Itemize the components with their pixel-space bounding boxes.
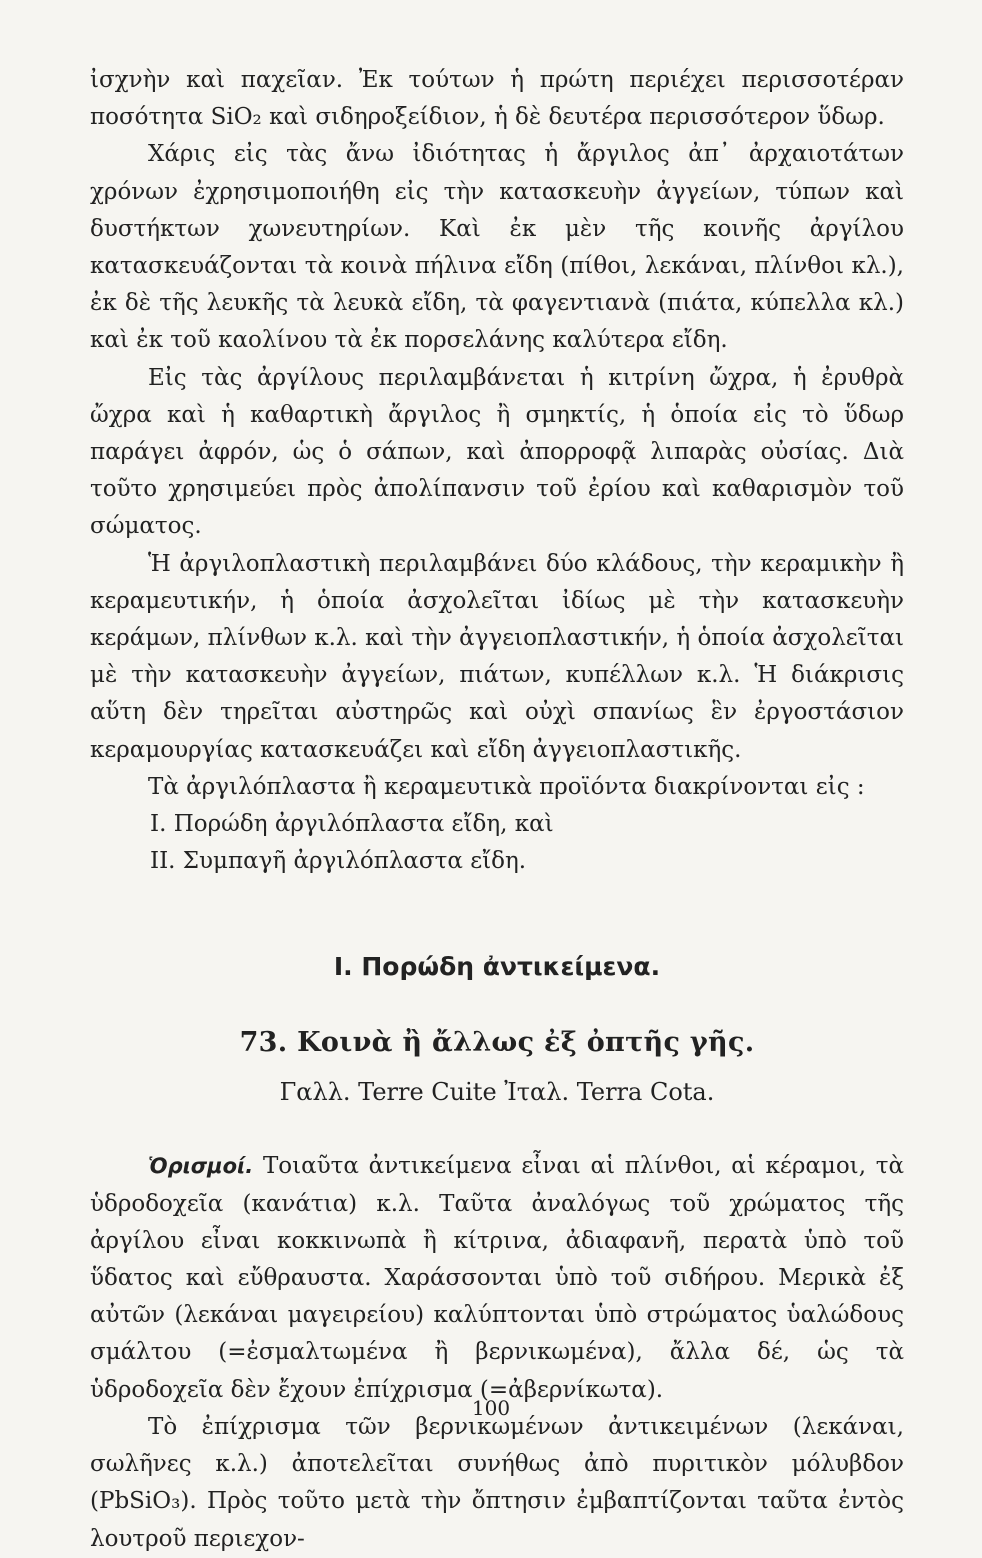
list-item: I. Πορώδη ἀργιλόπλαστα εἴδη, καὶ [150, 811, 554, 838]
definition-text: Τοιαῦτα ἀντικείμενα εἶναι αἱ πλίνθοι, αἱ κέραμοι, τὰ ὑδροδοχεῖα (κανάτια) κ.λ. Ταῦτα ἀναλόγως τοῦ χρώματος τῆς ἀργίλου εἶναι κοκκινωπὰ ἢ κίτρινα, ἀδιαφανῆ, περατὰ ὑπὸ τοῦ ὕδατος καὶ εὔθραυστα. Χαράσσονται ὑπὸ τοῦ σιδήρου. Μερικὰ ἐξ αὐτῶν (λεκάναι μαγειρείου) καλύπτονται ὑπὸ στρώματος ὑαλώδους σμάλτου (=ἐσμαλτωμένα ἢ βερνικωμένα), ἄλλα δέ, ὡς τὰ ὑδροδοχεῖα δὲν ἔχουν ἐπίχρισμα (=ἀβερνίκωτα). [90, 1153, 904, 1403]
final-paragraph: Τὸ ἐπίχρισμα τῶν βερνικωμένων ἀντικειμένων (λεκάναι, σωλῆνες κ.λ.) ἀποτελεῖται συνήθως ἀπὸ πυριτικὸν μόλυβδον (PbSiO₃). Πρὸς τοῦτο μετὰ τὴν ὄπτησιν ἐμβαπτίζονται ταῦτα ἐντὸς λουτροῦ περιεχον- [90, 1413, 904, 1552]
page-number: 100 [471, 1396, 511, 1420]
definition-paragraph [90, 1148, 904, 1408]
definition-label: Ὁρισμοί. [148, 1154, 254, 1179]
list-item: II. Συμπαγῆ ἀργιλόπλαστα εἴδη. [150, 848, 527, 875]
paragraph-5: Τὰ ἀργιλόπλαστα ἢ κεραμευτικὰ προϊόντα διακρίνονται εἰς : [148, 773, 865, 800]
subsection-heading: 73. Κοινὰ ἢ ἄλλως ἐξ ὀπτῆς γῆς. [239, 1027, 755, 1059]
translations-line: Γαλλ. Terre Cuite Ἰταλ. Terra Cota. [279, 1078, 715, 1107]
paragraph-1: ἰσχνὴν καὶ παχεῖαν. Ἐκ τούτων ἡ πρώτη περιέχει περισσοτέραν ποσότητα SiO₂ καὶ σιδηροξείδιον, ἡ δὲ δευτέρα περισσότερον ὕδωρ. [90, 67, 904, 131]
category-list [90, 806, 904, 880]
paragraph-2: Χάρις εἰς τὰς ἄνω ἰδιότητας ἡ ἄργιλος ἀπ᾿ ἀρχαιοτάτων χρόνων ἐχρησιμοποιήθη εἰς τὴν κατασκευὴν ἀγγείων, τύπων καὶ δυστήκτων χωνευτηρίων. Καὶ ἐκ μὲν τῆς κοινῆς ἀργίλου κατασκευάζονται τὰ κοινὰ πήλινα εἴδη (πίθοι, λεκάναι, πλίνθοι κλ.), ἐκ δὲ τῆς λευκῆς τὰ λευκὰ εἴδη, τὰ φαγεντιανὰ (πιάτα, κύπελλα κλ.) καὶ ἐκ τοῦ καολίνου τὰ ἐκ πορσελάνης καλύτερα εἴδη. [90, 141, 904, 354]
paragraph-4: Ἡ ἀργιλοπλαστικὴ περιλαμβάνει δύο κλάδους, τὴν κεραμικὴν ἢ κεραμευτικήν, ἡ ὁποία ἀσχολεῖται ἰδίως μὲ τὴν κατασκευὴν κεράμων, πλίνθων κ.λ. καὶ τὴν ἀγγειοπλαστικήν, ἡ ὁποία ἀσχολεῖται μὲ τὴν κατασκευὴν ἀγγείων, πιάτων, κυπέλλων κ.λ. Ἡ διάκρισις αὕτη δὲν τηρεῖται αὐστηρῶς καὶ οὐχὶ σπανίως ἓν ἐργοστάσιον κεραμουργίας κατασκευάζει καὶ εἴδη ἀγγειοπλαστικῆς. [90, 550, 904, 763]
section-heading: I. Πορώδη ἀντικείμενα. [333, 952, 661, 982]
definition-block [90, 1148, 904, 1557]
paragraph-3: Εἰς τὰς ἀργίλους περιλαμβάνεται ἡ κιτρίνη ὤχρα, ἡ ἐρυθρὰ ὤχρα καὶ ἡ καθαρτικὴ ἄργιλος ἢ σμηκτίς, ἡ ὁποία εἰς τὸ ὕδωρ παράγει ἀφρόν, ὡς ὁ σάπων, καὶ ἀπορροφᾷ λιπαρὰς οὐσίας. Διὰ τοῦτο χρησιμεύει πρὸς ἀπολίπανσιν τοῦ ἐρίου καὶ καθαρισμὸν τοῦ σώματος. [90, 364, 904, 540]
